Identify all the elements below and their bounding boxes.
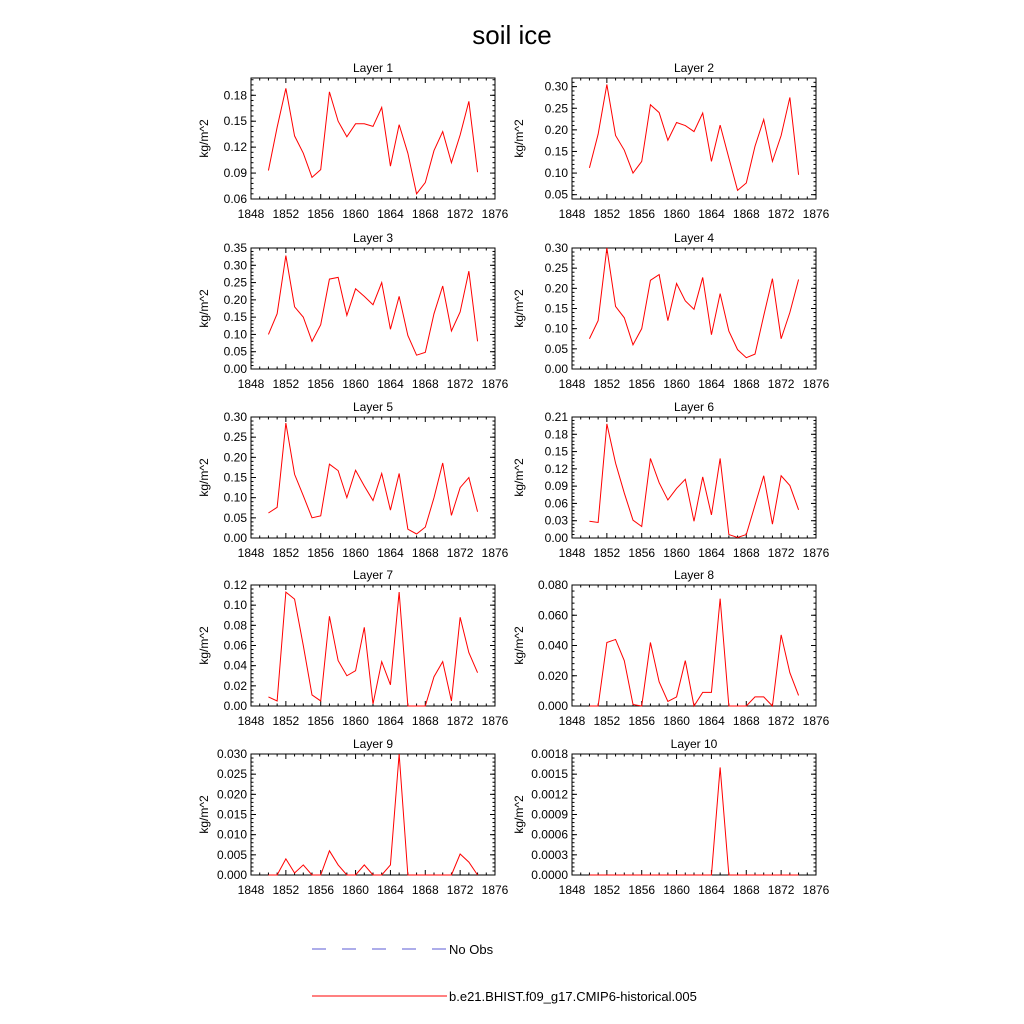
y-tick-label: 0.0006	[531, 827, 568, 842]
x-tick-label: 1848	[558, 546, 586, 560]
y-tick-label: 0.05	[223, 344, 247, 359]
series-line	[268, 256, 477, 356]
series-line	[589, 248, 798, 358]
y-tick-label: 0.040	[537, 638, 568, 653]
y-axis-label: kg/m^2	[197, 795, 211, 834]
y-tick-label: 0.21	[544, 410, 568, 424]
panel-title: Layer 4	[673, 231, 715, 245]
y-tick-label: 0.080	[537, 578, 568, 592]
series-line	[268, 423, 477, 534]
y-tick-label: 0.35	[223, 241, 247, 255]
y-tick-label: 0.0015	[531, 767, 568, 782]
x-tick-label: 1852	[272, 377, 300, 391]
x-tick-label: 1868	[411, 883, 439, 897]
panel-layer-6	[512, 400, 830, 560]
x-tick-label: 1848	[558, 883, 586, 897]
series-line	[268, 754, 477, 875]
x-tick-label: 1868	[411, 377, 439, 391]
x-tick-label: 1848	[237, 377, 265, 391]
x-tick-label: 1864	[698, 883, 725, 897]
y-axis-label: kg/m^2	[512, 795, 526, 834]
x-tick-label: 1860	[342, 377, 369, 391]
y-axis-label: kg/m^2	[512, 458, 526, 497]
y-tick-label: 0.25	[544, 261, 568, 276]
y-tick-label: 0.015	[216, 807, 247, 822]
x-tick-label: 1872	[446, 714, 474, 728]
y-tick-label: 0.15	[223, 470, 247, 485]
x-tick-label: 1868	[411, 714, 439, 728]
panel-layer-2	[512, 61, 830, 221]
x-tick-label: 1856	[307, 377, 335, 391]
x-tick-label: 1872	[446, 546, 474, 560]
x-tick-label: 1872	[767, 883, 795, 897]
y-tick-label: 0.25	[223, 430, 247, 445]
x-tick-label: 1872	[767, 546, 795, 560]
x-tick-label: 1864	[698, 546, 725, 560]
x-tick-label: 1876	[802, 207, 830, 221]
x-tick-label: 1852	[593, 883, 621, 897]
x-tick-label: 1868	[732, 377, 760, 391]
panel-title: Layer 9	[352, 737, 394, 751]
y-tick-label: 0.25	[544, 101, 568, 116]
x-tick-label: 1864	[377, 546, 404, 560]
series-line	[268, 88, 477, 193]
y-tick-label: 0.00	[544, 362, 568, 376]
y-tick-label: 0.20	[544, 122, 568, 137]
x-tick-label: 1860	[663, 714, 690, 728]
y-tick-label: 0.025	[216, 767, 247, 782]
x-tick-label: 1856	[307, 714, 335, 728]
series-line	[589, 599, 798, 706]
x-tick-label: 1852	[593, 546, 621, 560]
y-tick-label: 0.20	[223, 292, 247, 307]
y-tick-label: 0.15	[544, 144, 568, 159]
y-axis-label: kg/m^2	[197, 626, 211, 665]
y-tick-label: 0.09	[544, 479, 568, 494]
y-tick-label: 0.20	[544, 281, 568, 296]
x-tick-label: 1860	[342, 883, 369, 897]
y-tick-label: 0.03	[544, 513, 568, 528]
x-tick-label: 1848	[237, 546, 265, 560]
x-tick-label: 1864	[698, 377, 725, 391]
y-tick-label: 0.0012	[531, 787, 568, 802]
x-tick-label: 1848	[558, 207, 586, 221]
y-tick-label: 0.005	[216, 847, 247, 862]
x-tick-label: 1868	[732, 883, 760, 897]
plot-frame	[251, 585, 495, 706]
x-tick-label: 1864	[377, 377, 404, 391]
x-tick-label: 1876	[481, 714, 509, 728]
y-tick-label: 0.000	[216, 868, 247, 882]
x-tick-label: 1868	[732, 546, 760, 560]
y-axis-label: kg/m^2	[197, 458, 211, 497]
y-tick-label: 0.06	[223, 638, 247, 653]
x-tick-label: 1856	[628, 883, 656, 897]
y-tick-label: 0.010	[216, 827, 247, 842]
x-tick-label: 1852	[593, 207, 621, 221]
x-tick-label: 1868	[732, 207, 760, 221]
x-tick-label: 1852	[593, 714, 621, 728]
y-tick-label: 0.25	[223, 275, 247, 290]
panel-title: Layer 5	[352, 400, 394, 414]
y-tick-label: 0.060	[537, 608, 568, 623]
x-tick-label: 1856	[628, 377, 656, 391]
plot-frame	[251, 754, 495, 875]
x-tick-label: 1852	[593, 377, 621, 391]
x-tick-label: 1856	[628, 207, 656, 221]
y-tick-label: 0.18	[223, 88, 247, 103]
panel-title: Layer 6	[673, 400, 715, 414]
y-axis-label: kg/m^2	[512, 626, 526, 665]
y-tick-label: 0.08	[223, 618, 247, 633]
panel-title: Layer 7	[352, 568, 394, 582]
panel-title: Layer 8	[673, 568, 715, 582]
x-tick-label: 1876	[481, 546, 509, 560]
panel-title: Layer 10	[670, 737, 718, 751]
y-tick-label: 0.0003	[531, 847, 568, 862]
x-tick-label: 1852	[272, 546, 300, 560]
x-tick-label: 1872	[767, 207, 795, 221]
panel-layer-3	[197, 231, 509, 391]
series-line	[589, 767, 798, 875]
x-tick-label: 1848	[558, 714, 586, 728]
x-tick-label: 1848	[237, 207, 265, 221]
panel-layer-7	[197, 568, 509, 728]
y-tick-label: 0.000	[537, 699, 568, 713]
panel-layer-5	[197, 400, 509, 560]
panel-title: Layer 3	[352, 231, 394, 245]
x-tick-label: 1876	[802, 377, 830, 391]
y-tick-label: 0.12	[223, 578, 247, 592]
panel-layer-1	[197, 61, 509, 221]
x-tick-label: 1848	[237, 714, 265, 728]
panel-layer-10	[512, 737, 830, 897]
panel-layer-9	[197, 737, 509, 897]
x-tick-label: 1856	[628, 714, 656, 728]
x-tick-label: 1864	[377, 883, 404, 897]
y-tick-label: 0.30	[544, 79, 568, 94]
panel-title: Layer 2	[673, 61, 715, 75]
x-tick-label: 1876	[481, 377, 509, 391]
x-tick-label: 1852	[272, 714, 300, 728]
x-tick-label: 1856	[307, 883, 335, 897]
y-tick-label: 0.20	[223, 450, 247, 465]
x-tick-label: 1868	[411, 546, 439, 560]
series-line	[589, 84, 798, 190]
x-tick-label: 1852	[272, 883, 300, 897]
x-tick-label: 1860	[342, 714, 369, 728]
x-tick-label: 1864	[377, 714, 404, 728]
y-tick-label: 0.06	[544, 496, 568, 511]
x-tick-label: 1856	[307, 207, 335, 221]
y-tick-label: 0.30	[223, 258, 247, 273]
x-tick-label: 1868	[411, 207, 439, 221]
x-tick-label: 1848	[237, 883, 265, 897]
x-tick-label: 1860	[663, 883, 690, 897]
y-tick-label: 0.10	[223, 327, 247, 342]
x-tick-label: 1876	[481, 883, 509, 897]
y-tick-label: 0.0018	[531, 747, 568, 761]
y-tick-label: 0.09	[223, 166, 247, 181]
x-tick-label: 1872	[446, 883, 474, 897]
panel-layer-4	[512, 231, 830, 391]
y-tick-label: 0.10	[223, 490, 247, 505]
y-axis-label: kg/m^2	[512, 119, 526, 158]
x-tick-label: 1876	[481, 207, 509, 221]
x-tick-label: 1856	[628, 546, 656, 560]
x-tick-label: 1876	[802, 714, 830, 728]
y-tick-label: 0.18	[544, 427, 568, 442]
x-tick-label: 1872	[446, 207, 474, 221]
x-tick-label: 1856	[307, 546, 335, 560]
y-tick-label: 0.00	[223, 362, 247, 376]
x-tick-label: 1872	[767, 714, 795, 728]
y-tick-label: 0.10	[544, 321, 568, 336]
x-tick-label: 1860	[663, 546, 690, 560]
x-tick-label: 1852	[272, 207, 300, 221]
x-tick-label: 1864	[377, 207, 404, 221]
y-tick-label: 0.15	[544, 444, 568, 459]
y-tick-label: 0.15	[544, 301, 568, 316]
y-tick-label: 0.05	[544, 187, 568, 202]
x-tick-label: 1868	[732, 714, 760, 728]
legend	[312, 942, 697, 1004]
x-tick-label: 1860	[342, 546, 369, 560]
y-tick-label: 0.30	[544, 241, 568, 255]
legend-no-obs-label: No Obs	[449, 942, 494, 957]
legend-model-label: b.e21.BHIST.f09_g17.CMIP6-historical.005	[449, 989, 697, 1004]
y-tick-label: 0.020	[216, 787, 247, 802]
y-tick-label: 0.00	[223, 699, 247, 713]
y-tick-label: 0.020	[537, 668, 568, 683]
x-tick-label: 1848	[558, 377, 586, 391]
x-tick-label: 1860	[663, 207, 690, 221]
y-tick-label: 0.06	[223, 192, 247, 206]
x-tick-label: 1876	[802, 546, 830, 560]
y-tick-label: 0.05	[223, 510, 247, 525]
figure-title: soil ice	[472, 20, 552, 50]
y-tick-label: 0.00	[544, 531, 568, 545]
series-line	[268, 592, 477, 706]
y-tick-label: 0.0009	[531, 807, 568, 822]
y-axis-label: kg/m^2	[197, 119, 211, 158]
x-tick-label: 1876	[802, 883, 830, 897]
y-axis-label: kg/m^2	[197, 289, 211, 328]
panels	[197, 61, 830, 897]
y-tick-label: 0.15	[223, 114, 247, 129]
y-tick-label: 0.15	[223, 310, 247, 325]
y-tick-label: 0.30	[223, 410, 247, 424]
plot-frame	[572, 754, 816, 875]
y-tick-label: 0.02	[223, 678, 247, 693]
panel-layer-8	[512, 568, 830, 728]
y-tick-label: 0.12	[223, 140, 247, 155]
y-tick-label: 0.00	[223, 531, 247, 545]
x-tick-label: 1864	[698, 207, 725, 221]
y-tick-label: 0.05	[544, 341, 568, 356]
y-tick-label: 0.04	[223, 658, 247, 673]
y-tick-label: 0.10	[544, 166, 568, 181]
x-tick-label: 1872	[767, 377, 795, 391]
y-tick-label: 0.030	[216, 747, 247, 761]
x-tick-label: 1860	[663, 377, 690, 391]
series-line	[589, 424, 798, 538]
x-tick-label: 1864	[698, 714, 725, 728]
panel-title: Layer 1	[352, 61, 394, 75]
x-tick-label: 1872	[446, 377, 474, 391]
x-tick-label: 1860	[342, 207, 369, 221]
y-tick-label: 0.0000	[531, 868, 568, 882]
y-tick-label: 0.10	[223, 598, 247, 613]
y-tick-label: 0.12	[544, 461, 568, 476]
y-axis-label: kg/m^2	[512, 289, 526, 328]
